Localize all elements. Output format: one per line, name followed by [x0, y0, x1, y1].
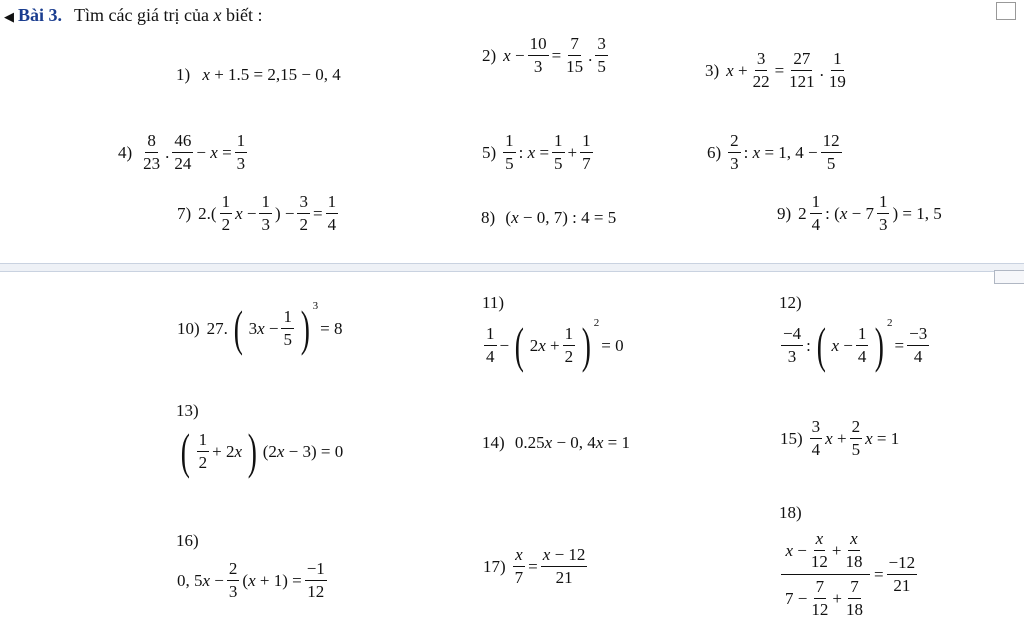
triangle-marker-icon: ◀	[4, 9, 14, 24]
problem-number: 17)	[483, 556, 506, 576]
problem-number: 4)	[118, 142, 133, 162]
problem-12: $\frac{-4}{3}$ : ( x − $\frac{1}{4}$ ) 2 = $\frac{-3}{4}$	[783, 316, 928, 373]
problem-5: 5) $\frac{1}{5}$ : x = $\frac{1}{5}$ + $\frac{1}{7}$	[482, 131, 591, 173]
problem-number: 7)	[177, 203, 192, 223]
problem-9: 9) 2 $\frac{1}{4}$ : (x − 7 $\frac{1}{3}$ ) = 1, 5	[777, 192, 942, 234]
problem-number: 1)	[176, 65, 191, 84]
problem-number: 5)	[482, 142, 497, 162]
problem-11-number: 11)	[482, 293, 505, 312]
problem-number: 3)	[705, 60, 720, 80]
problem-number: 8)	[481, 208, 496, 227]
problem-2: 2) x − $\frac{10}{3}$ = $\frac{7}{15}$ . $\frac{3}{5}$	[482, 34, 606, 76]
problem-13: ( $\frac{1}{2}$ + 2x ) (2x − 3) = 0	[180, 423, 344, 479]
problem-16: 0, 5x − $\frac{2}{3}$ (x + 1) = $\frac{-1}{12}$	[177, 559, 325, 601]
scroll-tab[interactable]	[994, 270, 1024, 284]
problem-number: 9)	[777, 203, 792, 223]
problem-13-number: 13)	[176, 401, 199, 420]
problem-number: 15)	[780, 428, 803, 448]
problem-14: 14) 0.25x − 0, 4x = 1	[482, 433, 630, 452]
problem-number: 6)	[707, 142, 722, 162]
title-var: x	[213, 5, 222, 25]
problem-18: x − $\frac{x}{12}$ + $\frac{x}{18}$ 7 − $\frac{7}{12}$ + $\frac{7}{18}$ = $\frac{-12}{21}$	[779, 530, 919, 618]
exercise-title	[4, 5, 262, 26]
problem-4: 4) $\frac{8}{23}$ . $\frac{46}{24}$ − x = $\frac{1}{3}$	[118, 131, 246, 173]
problem-15: 15) $\frac{3}{4}$ x + $\frac{2}{5}$ x = 1	[780, 417, 900, 459]
exercise-label: Bài 3.	[18, 5, 63, 25]
problem-10: 10) 27. ( 3x − $\frac{1}{5}$ ) 3 = 8	[177, 299, 343, 356]
problem-number: 10)	[177, 318, 200, 338]
problem-11: $\frac{1}{4}$ − ( 2x + $\frac{1}{2}$ ) 2 = 0	[486, 316, 624, 373]
problem-16-number: 16)	[176, 531, 199, 550]
problem-17: 17) $\frac{x}{7}$ = $\frac{x - 12}{21}$	[483, 545, 586, 587]
problem-number: 14)	[482, 433, 505, 452]
problem-8: 8) (x − 0, 7) : 4 = 5	[481, 208, 617, 227]
problem-7: 7) 2.( $\frac{1}{2}$ x − $\frac{1}{3}$ ) − $\frac{3}{2}$ = $\frac{1}{4}$	[177, 192, 337, 234]
problem-number: 2)	[482, 45, 497, 65]
problem-6: 6) $\frac{2}{3}$ : x = 1, 4 − $\frac{12}{5}$	[707, 131, 840, 173]
title-tail: biết :	[225, 5, 263, 25]
problem-3: 3) x + $\frac{3}{22}$ = $\frac{27}{121}$ . $\frac{1}{19}$	[705, 49, 846, 91]
problem-1: 1) x + 1.5 = 2,15 − 0, 4	[176, 65, 341, 84]
section-divider	[0, 263, 1024, 272]
problem-12-number: 12)	[779, 293, 802, 312]
problem-18-number: 18)	[779, 503, 802, 522]
title-text: Tìm các giá trị của	[74, 5, 209, 25]
corner-checkbox[interactable]	[996, 2, 1016, 20]
